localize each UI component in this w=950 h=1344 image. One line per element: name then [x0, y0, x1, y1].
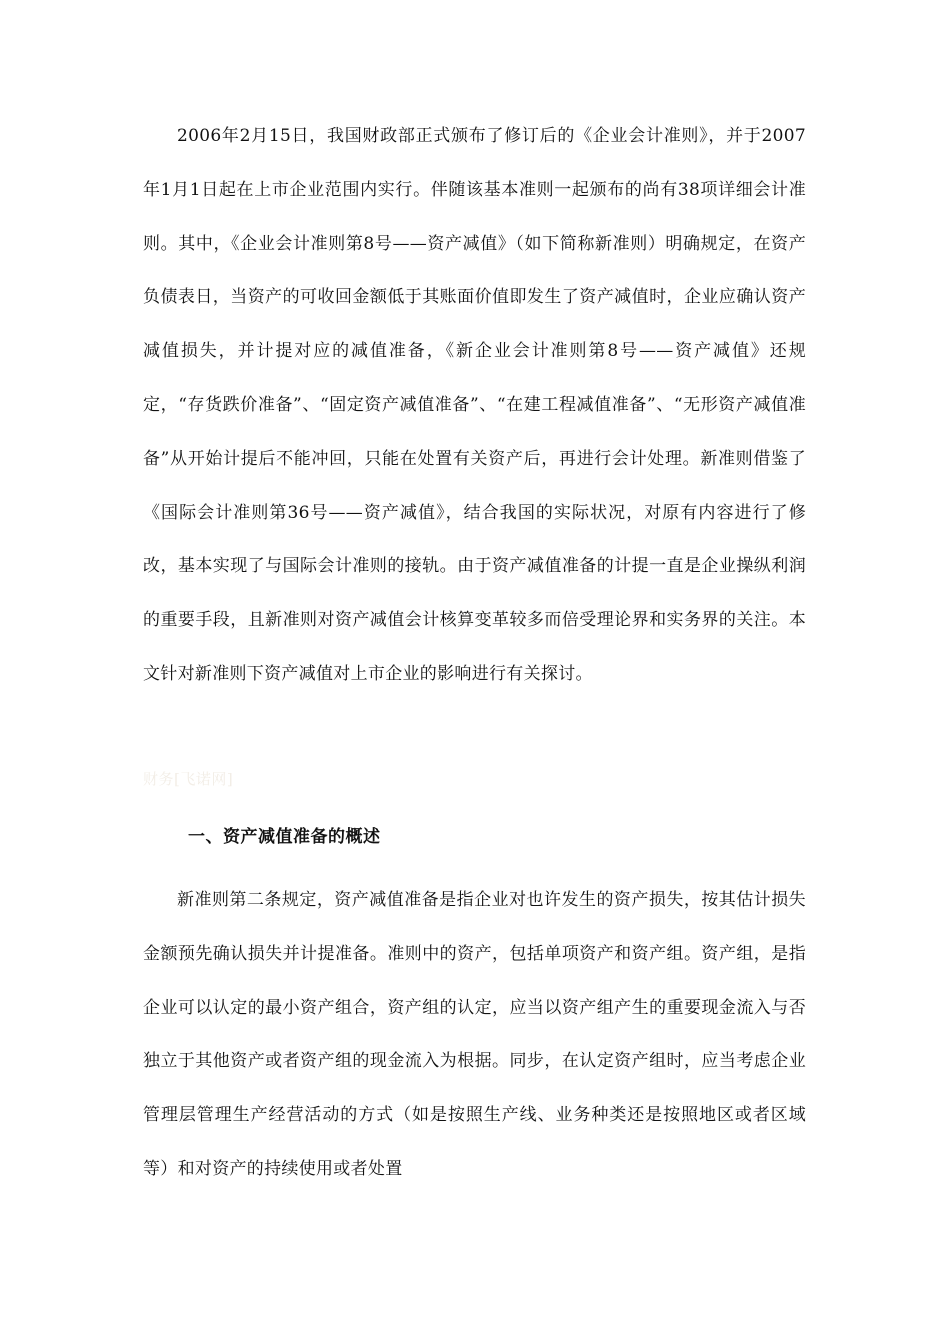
intro-paragraph: 2006年2月15日，我国财政部正式颁布了修订后的《企业会计准则》，并于2007年1月1日起在上市企业范围内实行。伴随该基本准则一起颁布的尚有38项详细会计准则。其中，《企业会计准则第8号——资产减值》（如下简称新准则）明确规定，在资产负债表日，当资产的可收回金额低于其账面价值即发生了资产减值时，企业应确认资产减值损失，并计提对应的减值准备，《新企业会计准则第8号——资产减值》还规定，“存货跌价准备”、“固定资产减值准备”、“在建工程减值准备”、“无形资产减值准备”从开始计提后不能冲回，只能在处置有关资产后，再进行会计处理。新准则借鉴了《国际会计准则第36号——资产减值》，结合我国的实际状况，对原有内容进行了修改，基本实现了与国际会计准则的接轨。由于资产减值准备的计提一直是企业操纵利润的重要手段，且新准则对资产减值会计核算变革较多而倍受理论界和实务界的关注。本文针对新准则下资产减值对上市企业的影响进行有关探讨。 [143, 126, 806, 684]
body-paragraph: 新准则第二条规定，资产减值准备是指企业对也许发生的资产损失，按其估计损失金额预先确认损失并计提准备。准则中的资产，包括单项资产和资产组。资产组，是指企业可以认定的最小资产组合，资产组的认定，应当以资产组产生的重要现金流入与否独立于其他资产或者资产组的现金流入为根据。同步，在认定资产组时，应当考虑企业管理层管理生产经营活动的方式（如是按照生产线、业务种类还是按照地区或者区域等）和对资产的持续使用或者处置 [143, 890, 806, 1179]
section-heading: 一、资产减值准备的概述 [188, 827, 381, 847]
watermark-text: 财务[飞诺网] [143, 770, 234, 788]
